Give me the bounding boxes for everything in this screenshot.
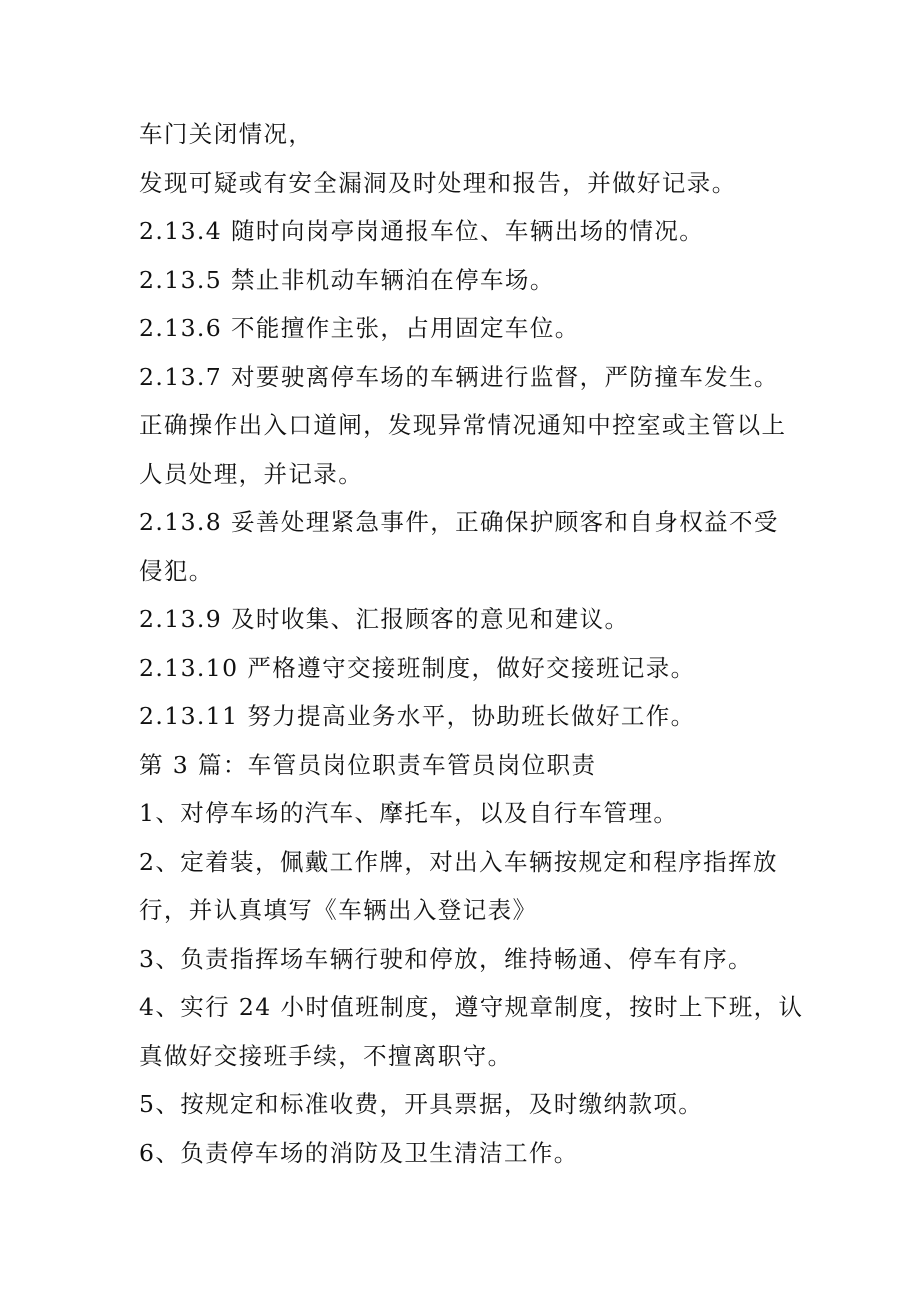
text-line: 侵犯。: [139, 556, 214, 585]
text-line: 2.13.9 及时收集、汇报顾客的意见和建议。: [139, 605, 630, 633]
text-line: 发现可疑或有安全漏洞及时处理和报告，并做好记录。: [139, 168, 737, 197]
text-line: 2.13.6 不能擅作主张，占用固定车位。: [139, 314, 580, 342]
text-line: 2.13.11 努力提高业务水平，协助班长做好工作。: [139, 702, 696, 730]
text-line: 真做好交接班手续，不擅离职守。: [139, 1041, 513, 1070]
text-line: 2.13.4 随时向岗亭岗通报车位、车辆出场的情况。: [139, 217, 705, 245]
text-line: 2、定着装，佩戴工作牌，对出入车辆按规定和程序指挥放: [139, 847, 778, 876]
text-line: 2.13.5 禁止非机动车辆泊在停车场。: [139, 265, 555, 294]
text-line: 2.13.10 严格遵守交接班制度，做好交接班记录。: [139, 653, 696, 682]
text-line: 2.13.7 对要驶离停车场的车辆进行监督，严防撞车发生。: [139, 362, 779, 391]
text-line: 6、负责停车场的消防及卫生清洁工作。: [139, 1138, 579, 1167]
text-line: 1、对停车场的汽车、摩托车，以及自行车管理。: [139, 799, 679, 827]
text-line: 行，并认真填写《车辆出入登记表》: [139, 896, 538, 924]
document-body: [139, 110, 804, 1177]
section-heading: 第 3 篇：车管员岗位职责车管员岗位职责: [139, 750, 597, 779]
text-line: 人员处理，并记录。: [139, 459, 364, 488]
text-line: 4、实行 24 小时值班制度，遵守规章制度，按时上下班，认: [139, 993, 804, 1021]
text-line: 5、按规定和标准收费，开具票据，及时缴纳款项。: [139, 1090, 704, 1118]
text-line: 2.13.8 妥善处理紧急事件，正确保护顾客和自身权益不受: [139, 508, 779, 536]
text-line: 车门关闭情况，: [139, 120, 314, 148]
text-line: 正确操作出入口道闸，发现异常情况通知中控室或主管以上: [139, 411, 787, 439]
text-line: 3、负责指挥场车辆行驶和停放，维持畅通、停车有序。: [139, 944, 753, 973]
